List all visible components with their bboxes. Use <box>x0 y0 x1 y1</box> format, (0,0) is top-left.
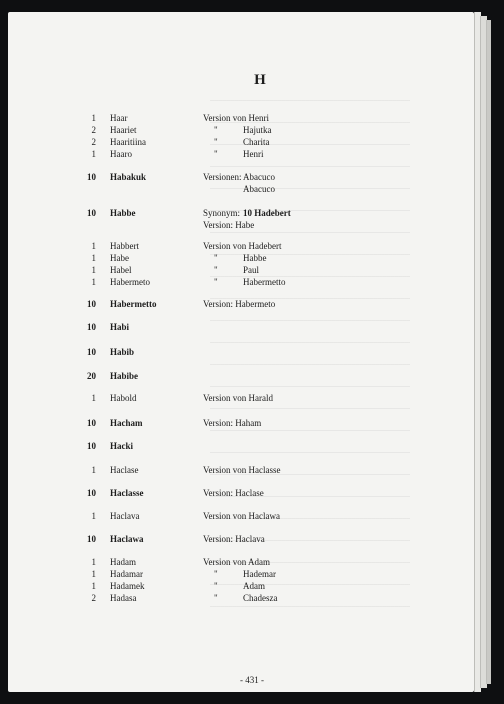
entry-name: Hacham <box>110 418 143 428</box>
list-item <box>0 592 504 604</box>
ditto-mark: " <box>214 265 218 275</box>
list-item <box>0 417 504 429</box>
entry-name: Habermeto <box>110 277 150 287</box>
list-item <box>0 580 504 592</box>
section-heading: H <box>254 72 266 88</box>
list-item <box>0 568 504 580</box>
entry-info: Version von Hadebert <box>203 241 282 251</box>
entry-count: 1 <box>91 569 96 579</box>
entry-info: Versionen: <box>203 172 242 182</box>
entry-name: Haariet <box>110 125 137 135</box>
entry-count: 1 <box>91 113 96 123</box>
list-item <box>0 346 504 358</box>
entry-info: Version von Haclasse <box>203 465 281 475</box>
list-item <box>0 207 504 219</box>
entry-name: Habermetto <box>110 299 157 309</box>
entry-count: 1 <box>91 557 96 567</box>
entry-count: 1 <box>91 581 96 591</box>
entry-info: Version von Haclawa <box>203 511 280 521</box>
entry-count: 10 <box>87 441 96 451</box>
entry-count: 10 <box>87 299 96 309</box>
entry-name: Haaritiina <box>110 137 146 147</box>
list-item <box>0 510 504 522</box>
entry-count: 10 <box>87 488 96 498</box>
ditto-mark: " <box>214 569 218 579</box>
entry-reference: Henri <box>243 149 264 159</box>
list-item <box>0 183 504 195</box>
entry-reference: Chadesza <box>243 593 278 603</box>
ditto-mark: " <box>214 137 218 147</box>
entry-name: Haar <box>110 113 128 123</box>
entry-name: Habbert <box>110 241 139 251</box>
entry-reference: Hademar <box>243 569 276 579</box>
entry-name: Habibe <box>110 371 139 381</box>
ditto-mark: " <box>214 149 218 159</box>
entry-count: 10 <box>87 322 96 332</box>
entry-count: 10 <box>87 172 96 182</box>
entry-count: 2 <box>91 137 96 147</box>
entry-name: Haclasse <box>110 488 144 498</box>
entry-name: Hacki <box>110 441 134 451</box>
entry-name: Habold <box>110 393 137 403</box>
list-item <box>0 112 504 124</box>
list-item <box>0 124 504 136</box>
entry-name: Habi <box>110 322 130 332</box>
entry-count: 10 <box>87 347 96 357</box>
entry-name: Haclawa <box>110 534 144 544</box>
entry-info: Version: Haclava <box>203 534 265 544</box>
entry-count: 1 <box>91 393 96 403</box>
list-item <box>0 252 504 264</box>
entry-count: 20 <box>87 371 96 381</box>
entry-count: 1 <box>91 149 96 159</box>
list-item <box>0 321 504 333</box>
entry-count: 1 <box>91 277 96 287</box>
entry-count: 2 <box>91 593 96 603</box>
list-item <box>0 487 504 499</box>
entry-info: Version: Habermeto <box>203 299 276 309</box>
entry-reference: Charita <box>243 137 270 147</box>
entry-count: 1 <box>91 253 96 263</box>
entry-reference: Adam <box>243 581 265 591</box>
entry-name: Haclava <box>110 511 140 521</box>
ditto-mark: " <box>214 593 218 603</box>
entry-reference: Habermetto <box>243 277 286 287</box>
list-item <box>0 298 504 310</box>
list-item <box>0 392 504 404</box>
entry-info: Synonym: <box>203 208 241 218</box>
list-item <box>0 136 504 148</box>
page-number: - 431 - <box>240 675 264 685</box>
entry-reference: Habbe <box>243 253 267 263</box>
entry-name: Haclase <box>110 465 139 475</box>
entry-name: Habbe <box>110 208 136 218</box>
entry-count: 10 <box>87 208 96 218</box>
entry-count: 10 <box>87 418 96 428</box>
entry-count: 1 <box>91 265 96 275</box>
entry-info: Version: Habe <box>203 220 255 230</box>
entry-name: Habib <box>110 347 135 357</box>
entry-name: Hadamar <box>110 569 143 579</box>
list-item <box>0 264 504 276</box>
entry-reference: Hajutka <box>243 125 272 135</box>
ditto-mark: " <box>214 277 218 287</box>
entry-name: Hadasa <box>110 593 137 603</box>
list-item <box>0 440 504 452</box>
ditto-mark: " <box>214 581 218 591</box>
entry-info: Version von Harald <box>203 393 273 403</box>
list-item <box>0 533 504 545</box>
ditto-mark: " <box>214 125 218 135</box>
list-item <box>0 276 504 288</box>
entry-name: Habakuk <box>110 172 147 182</box>
list-item <box>0 556 504 568</box>
list-item <box>0 464 504 476</box>
list-item <box>0 171 504 183</box>
entry-name: Hadam <box>110 557 136 567</box>
entry-reference: 10 Hadebert <box>243 208 291 218</box>
entry-info: Version von Henri <box>203 113 269 123</box>
entry-count: 1 <box>91 241 96 251</box>
list-item <box>0 370 504 382</box>
entry-name: Habe <box>110 253 129 263</box>
ditto-mark: " <box>214 253 218 263</box>
entry-info: Version: Haclase <box>203 488 264 498</box>
entry-count: 1 <box>91 511 96 521</box>
list-item <box>0 219 504 231</box>
entry-name: Haaro <box>110 149 132 159</box>
entry-count: 1 <box>91 465 96 475</box>
entry-info: Version: Haham <box>203 418 262 428</box>
entry-count: 10 <box>87 534 96 544</box>
entry-reference: Paul <box>243 265 260 275</box>
list-item <box>0 240 504 252</box>
entry-info: Version von Adam <box>203 557 270 567</box>
entry-reference: Abacuco <box>243 184 275 194</box>
entry-name: Hadamek <box>110 581 145 591</box>
list-item <box>0 148 504 160</box>
entry-name: Habel <box>110 265 132 275</box>
entry-reference: Abacuco <box>243 172 275 182</box>
entry-count: 2 <box>91 125 96 135</box>
